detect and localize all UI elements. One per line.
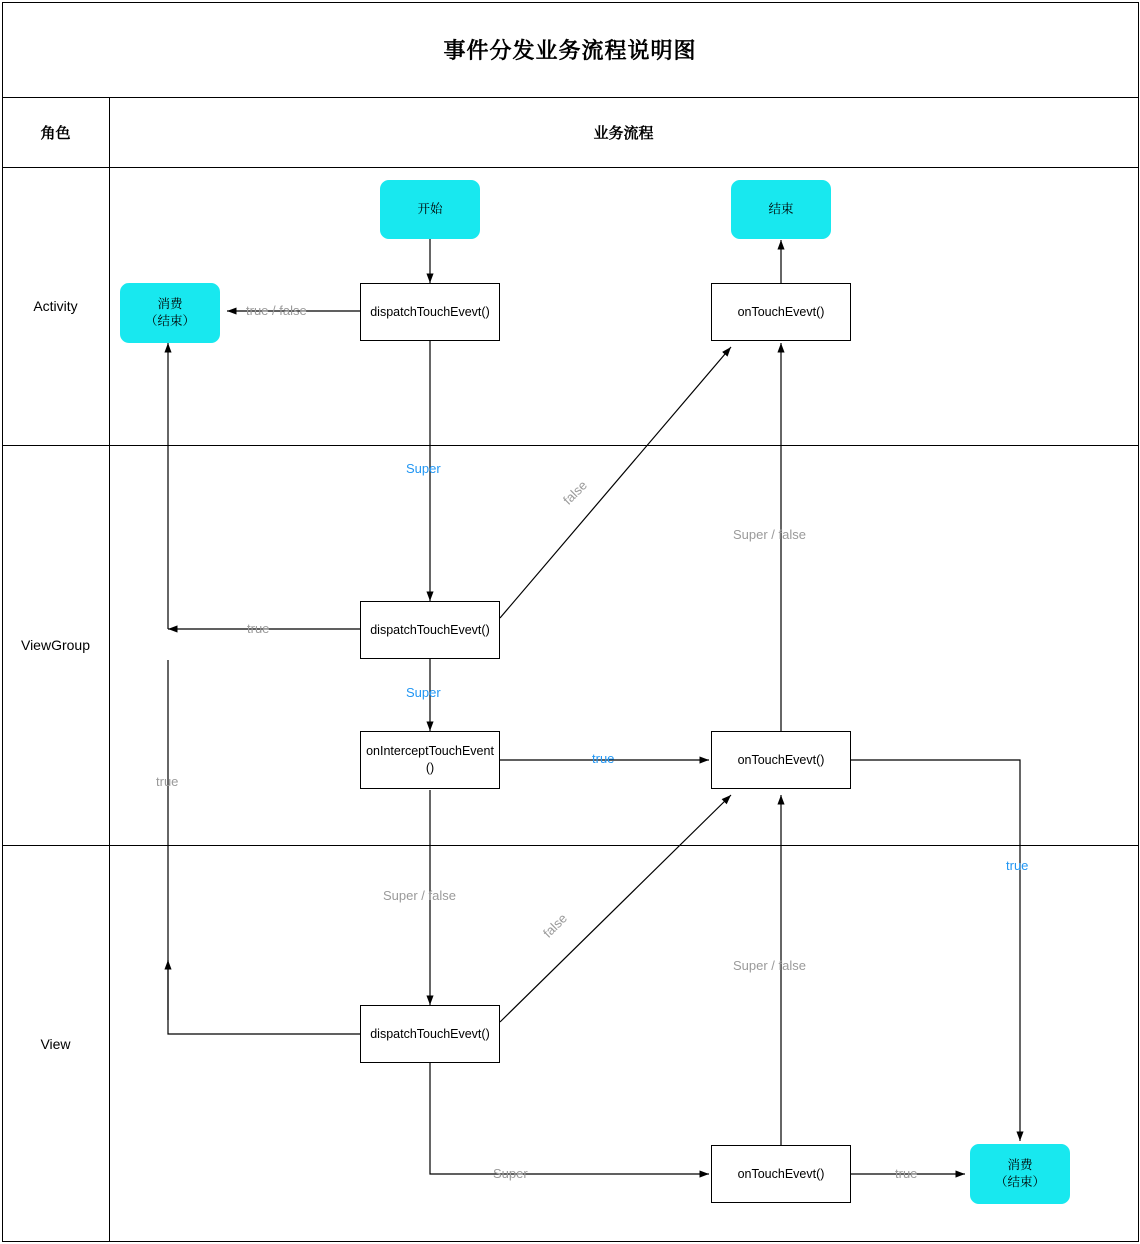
lane-label-viewgroup: ViewGroup	[20, 637, 90, 653]
lane-label-view: View	[40, 1035, 71, 1052]
node-viewgroup-intercept-line1: onInterceptTouchEvent	[366, 744, 494, 759]
edge-viewgroup-dispatch-false-to-activity-ontouch	[500, 347, 731, 618]
node-viewgroup-dispatch[interactable]	[360, 601, 500, 659]
frame-right	[1138, 2, 1139, 1242]
edge-label-viewgroup-true: true	[247, 621, 270, 636]
edge-label-activity-super: Super	[406, 461, 441, 476]
node-view-ontouch-label: onTouchEvevt()	[737, 1166, 825, 1181]
edge-label-view-super: Super	[493, 1166, 528, 1181]
node-viewgroup-intercept[interactable]	[360, 731, 500, 789]
header-flow: 业务流程	[593, 124, 654, 142]
rule-activity-bottom	[2, 445, 1138, 446]
edge-view-dispatch-super-to-view-ontouch	[430, 1063, 709, 1174]
edge-label-view-super-false-mid: Super / false	[733, 958, 806, 973]
node-view-consume[interactable]	[970, 1144, 1070, 1204]
edge-view-dispatch-true-left-up	[168, 960, 360, 1034]
edge-label-diag-false-bottom: false	[540, 910, 571, 941]
node-view-dispatch-label: dispatchTouchEvevt()	[370, 1026, 490, 1041]
node-viewgroup-ontouch-label: onTouchEvevt()	[737, 752, 825, 767]
node-start-label: 开始	[417, 202, 443, 217]
node-end-label: 结束	[768, 202, 794, 217]
node-activity-consume[interactable]	[120, 283, 220, 343]
edge-viewgroup-ontouch-true-to-view-consume	[851, 760, 1020, 1141]
frame-bottom	[2, 1241, 1138, 1242]
node-view-consume-line2: （结束）	[994, 1175, 1045, 1189]
node-activity-ontouch[interactable]	[711, 283, 851, 341]
edge-label-view-super-false-left: Super / false	[383, 888, 456, 903]
node-activity-consume-line1: 消费	[157, 297, 183, 312]
rule-viewgroup-bottom	[2, 845, 1138, 846]
edge-label-right-true: true	[1006, 858, 1029, 873]
edge-label-diag-false-top: false	[560, 477, 591, 508]
edge-label-view-true-left: true	[156, 774, 179, 789]
node-viewgroup-dispatch-label: dispatchTouchEvevt()	[370, 622, 490, 637]
header-role: 角色	[40, 124, 71, 142]
node-activity-ontouch-label: onTouchEvevt()	[737, 304, 825, 319]
page-title: 事件分发业务流程说明图	[443, 38, 697, 63]
node-activity-consume-line2: （结束）	[144, 314, 195, 328]
node-view-ontouch[interactable]	[711, 1145, 851, 1203]
edge-label-activity-true-false: true / false	[246, 303, 307, 318]
node-activity-dispatch[interactable]	[360, 283, 500, 341]
rule-header-bottom	[2, 167, 1138, 168]
node-viewgroup-intercept-line2: ()	[425, 761, 435, 775]
edge-label-intercept-true: true	[592, 751, 615, 766]
edge-label-activity-super-false: Super / false	[733, 527, 806, 542]
node-view-consume-line1: 消费	[1007, 1158, 1033, 1173]
lane-label-activity: Activity	[33, 298, 78, 314]
rule-role-column	[109, 97, 110, 1242]
node-view-dispatch[interactable]	[360, 1005, 500, 1063]
node-start[interactable]	[380, 180, 480, 239]
edge-view-dispatch-false-to-viewgroup-ontouch	[500, 795, 731, 1022]
node-end[interactable]	[731, 180, 831, 239]
node-activity-dispatch-label: dispatchTouchEvevt()	[370, 304, 490, 319]
node-viewgroup-ontouch[interactable]	[711, 731, 851, 789]
edge-label-view-ontouch-true: true	[895, 1166, 918, 1181]
edge-label-viewgroup-super: Super	[406, 685, 441, 700]
